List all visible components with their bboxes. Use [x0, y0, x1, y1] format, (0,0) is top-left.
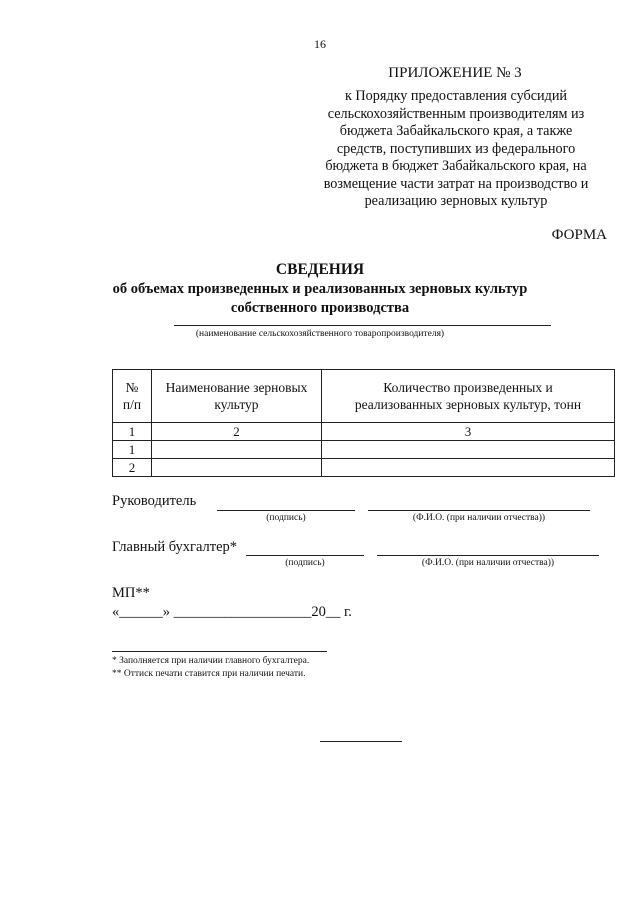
appendix-reference — [315, 88, 597, 211]
stamp-label: МП** — [112, 585, 150, 601]
accountant-signature-caption: (подпись) — [285, 558, 325, 568]
row-number: 1 — [113, 441, 152, 459]
head-label: Руководитель — [112, 493, 197, 509]
appendix-line: возмещение части затрат на производство и — [323, 175, 589, 192]
document-subtitle — [0, 280, 640, 318]
header-quantity: Количество произведенных и реализованных зерновых культур, тонн — [322, 370, 615, 423]
accountant-signature-field[interactable] — [246, 555, 364, 556]
crop-name-cell[interactable] — [152, 441, 322, 459]
accountant-label: Главный бухгалтер* — [112, 539, 238, 555]
appendix-line: сельскохозяйственным производителям из — [327, 105, 585, 122]
subtitle-line: об объемах произведенных и реализованных зерновых культур — [112, 281, 528, 297]
accountant-name-caption: (Ф.И.О. (при наличии отчества)) — [421, 558, 555, 568]
producer-name-field[interactable] — [174, 325, 551, 326]
column-number: 3 — [322, 423, 615, 441]
form-label: ФОРМА — [551, 227, 607, 243]
end-divider — [320, 741, 402, 742]
head-signature-caption: (подпись) — [266, 513, 306, 523]
table-column-numbers — [113, 423, 615, 441]
header-number: № п/п — [113, 370, 152, 423]
table-row — [113, 441, 615, 459]
accountant-name-field[interactable] — [377, 555, 599, 556]
appendix-line: к Порядку предоставления субсидий — [344, 88, 568, 104]
quantity-cell[interactable] — [322, 441, 615, 459]
row-number: 2 — [113, 459, 152, 477]
footnote-accountant: * Заполняется при наличии главного бухгалтера. — [112, 656, 310, 666]
document-title: СВЕДЕНИЯ — [275, 261, 365, 278]
head-signature-field[interactable] — [217, 510, 355, 511]
footnote-divider — [112, 651, 327, 652]
date-field[interactable]: «______» ___________________20__ г. — [112, 604, 352, 620]
table-row — [113, 459, 615, 477]
column-number: 1 — [113, 423, 152, 441]
head-name-caption: (Ф.И.О. (при наличии отчества)) — [412, 513, 546, 523]
appendix-title: ПРИЛОЖЕНИЕ № 3 — [388, 65, 522, 81]
producer-name-caption: (наименование сельскохозяйственного товаропроизводителя) — [195, 329, 445, 339]
table-header-row — [113, 370, 615, 423]
appendix-line: бюджета в бюджет Забайкальского края, на — [325, 158, 587, 174]
quantity-cell[interactable] — [322, 459, 615, 477]
grain-table — [112, 369, 615, 477]
page-number: 16 — [314, 37, 326, 51]
head-name-field[interactable] — [368, 510, 590, 511]
header-crop-name: Наименование зерновых культур — [152, 370, 322, 423]
appendix-line: реализацию зерновых культур — [364, 193, 548, 209]
appendix-line: средств, поступивших из федерального — [336, 140, 576, 157]
column-number: 2 — [152, 423, 322, 441]
appendix-line: бюджета Забайкальского края, а также — [339, 123, 573, 139]
subtitle-line: собственного производства — [230, 300, 410, 316]
crop-name-cell[interactable] — [152, 459, 322, 477]
footnote-stamp: ** Оттиск печати ставится при наличии печати. — [112, 669, 306, 679]
